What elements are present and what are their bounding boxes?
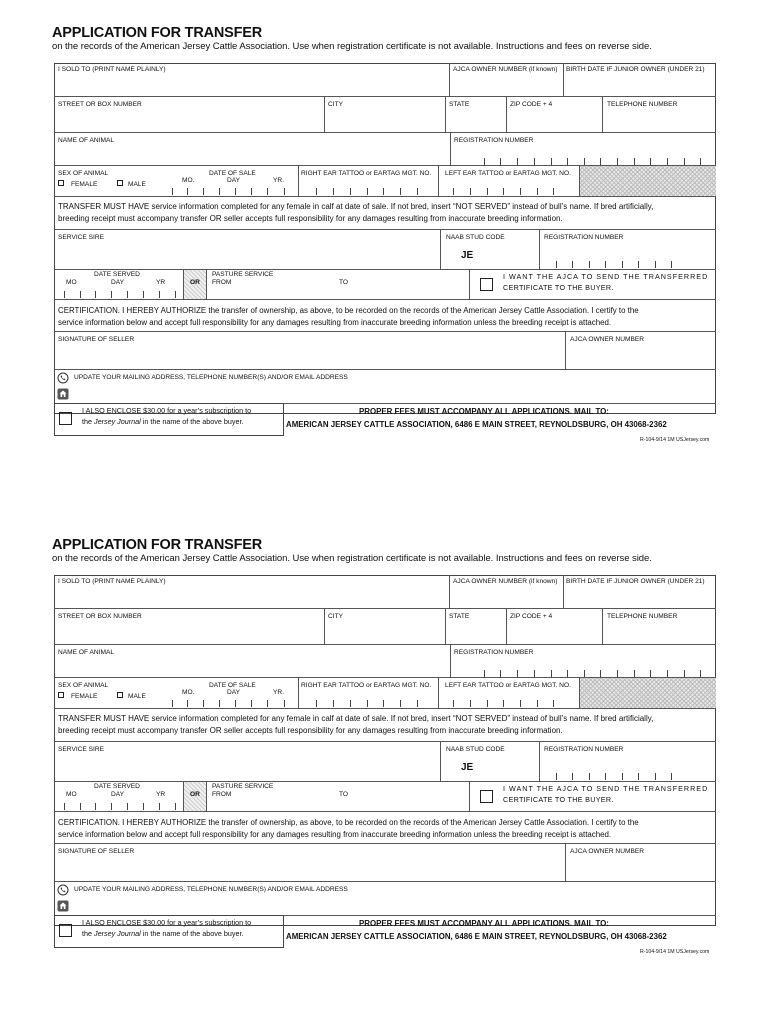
sale-day-label: DAY xyxy=(227,177,241,184)
entry-tick-mark xyxy=(520,188,521,195)
mailing-address: AMERICAN JERSEY CATTLE ASSOCIATION, 6486 E MAIN STREET, REYNOLDSBURG, OH 43068-2362 xyxy=(286,932,667,941)
transfer-line-2: breeding receipt must accompany transfer OR seller accepts full responsibility for any damages resulting from inaccurate breeding information. xyxy=(58,725,563,735)
entry-tick-mark xyxy=(111,803,112,810)
city-label: CITY xyxy=(328,101,344,108)
entry-tick-mark xyxy=(267,188,268,195)
entry-tick-mark xyxy=(534,158,535,165)
entry-tick-mark xyxy=(589,261,590,268)
naab-stud-code-label: NAAB STUD CODE xyxy=(446,746,505,753)
state-label: STATE xyxy=(449,101,470,108)
entry-tick-mark xyxy=(650,670,651,677)
entry-tick-mark xyxy=(284,188,285,195)
entry-tick-mark xyxy=(553,700,554,707)
form-title: APPLICATION FOR TRANSFER xyxy=(52,25,263,41)
entry-tick-mark xyxy=(634,158,635,165)
entry-tick-mark xyxy=(622,773,623,780)
date-of-sale-label: DATE OF SALE xyxy=(209,682,256,689)
entry-tick-mark xyxy=(537,700,538,707)
entry-tick-mark xyxy=(453,700,454,707)
entry-tick-mark xyxy=(383,188,384,195)
date-of-sale-label: DATE OF SALE xyxy=(209,170,256,177)
je-prefix: JE xyxy=(461,762,474,773)
entry-tick-mark xyxy=(453,188,454,195)
entry-tick-mark xyxy=(500,670,501,677)
service-registration-number-label: REGISTRATION NUMBER xyxy=(544,746,624,753)
entry-tick-mark xyxy=(172,700,173,707)
office-use-shaded-area xyxy=(580,678,716,708)
subscription-line-1: I ALSO ENCLOSE $30.00 for a year’s subscription to xyxy=(82,918,252,927)
entry-tick-mark xyxy=(333,700,334,707)
entry-tick-mark xyxy=(551,670,552,677)
form-number-footer: R-104-9/14 1M USJersey.com xyxy=(640,437,710,443)
entry-tick-mark xyxy=(203,188,204,195)
entry-tick-mark xyxy=(503,188,504,195)
or-label: OR xyxy=(190,279,200,286)
sale-mo-label: MO. xyxy=(182,689,195,696)
ajca-owner-number-known-label: AJCA OWNER NUMBER (if known) xyxy=(453,578,558,585)
entry-tick-mark xyxy=(367,700,368,707)
transfer-line-1: TRANSFER MUST HAVE service information completed for any female in calf at date of sale. If not bred, insert “NOT SERVED” instead of bull’s name. If bred artificially, xyxy=(58,202,654,211)
entry-tick-mark xyxy=(638,261,639,268)
entry-tick-mark xyxy=(235,700,236,707)
transfer-form xyxy=(52,537,716,1024)
entry-tick-mark xyxy=(95,803,96,810)
entry-tick-mark xyxy=(589,773,590,780)
sold-to-label: I SOLD TO (PRINT NAME PLAINLY) xyxy=(58,66,166,73)
entry-tick-mark xyxy=(487,188,488,195)
jersey-journal-title: Jersey Journal xyxy=(94,928,141,938)
entry-tick-mark xyxy=(251,700,252,707)
served-mo-label: MO xyxy=(66,791,77,798)
date-served-field[interactable] xyxy=(54,781,179,811)
entry-tick-mark xyxy=(600,670,601,677)
send-certificate-line-2: CERTIFICATE TO THE BUYER. xyxy=(503,282,614,292)
entry-tick-mark xyxy=(284,700,285,707)
entry-tick-mark xyxy=(95,291,96,298)
fees-notice: PROPER FEES MUST ACCOMPANY ALL APPLICATIONS. MAIL TO: xyxy=(359,407,609,416)
entry-tick-mark xyxy=(350,188,351,195)
sale-yr-label: YR. xyxy=(273,177,284,184)
entry-tick-mark xyxy=(159,291,160,298)
zip-label: ZIP CODE + 4 xyxy=(510,101,553,108)
entry-tick-mark xyxy=(500,158,501,165)
entry-tick-mark xyxy=(80,291,81,298)
date-served-field[interactable] xyxy=(54,269,179,299)
birth-date-junior-label: BIRTH DATE IF JUNIOR OWNER (UNDER 21) xyxy=(566,66,705,73)
right-ear-label: RIGHT EAR TATTOO or EARTAG MGT. NO. xyxy=(301,682,432,689)
entry-tick-mark xyxy=(537,188,538,195)
sex-of-animal-label: SEX OF ANIMAL xyxy=(58,682,109,689)
pasture-to-label: TO xyxy=(339,279,349,286)
je-prefix: JE xyxy=(461,250,474,261)
subscription-box xyxy=(54,403,284,436)
served-day-label: DAY xyxy=(111,791,125,798)
entry-tick-mark xyxy=(219,700,220,707)
male-label: MALE xyxy=(128,693,146,700)
entry-tick-mark xyxy=(553,188,554,195)
entry-tick-mark xyxy=(187,700,188,707)
entry-tick-mark xyxy=(517,158,518,165)
entry-tick-mark xyxy=(605,261,606,268)
transfer-line-1: TRANSFER MUST HAVE service information completed for any female in calf at date of sale. If not bred, insert “NOT SERVED” instead of bull’s name. If bred artificially, xyxy=(58,714,654,723)
entry-tick-mark xyxy=(367,188,368,195)
sale-mo-label: MO. xyxy=(182,177,195,184)
service-sire-field[interactable] xyxy=(54,229,439,269)
entry-tick-mark xyxy=(172,188,173,195)
ajca-owner-number-label: AJCA OWNER NUMBER xyxy=(570,848,645,855)
entry-tick-mark xyxy=(484,158,485,165)
entry-tick-mark xyxy=(567,670,568,677)
male-label: MALE xyxy=(128,181,146,188)
left-ear-label: LEFT EAR TATTOO or EARTAG MGT. NO. xyxy=(445,682,571,689)
street-label: STREET OR BOX NUMBER xyxy=(58,101,142,108)
sale-yr-label: YR. xyxy=(273,689,284,696)
entry-tick-mark xyxy=(143,803,144,810)
office-use-shaded-area xyxy=(580,166,716,196)
entry-tick-mark xyxy=(111,291,112,298)
entry-tick-mark xyxy=(684,670,685,677)
entry-tick-mark xyxy=(187,188,188,195)
state-label: STATE xyxy=(449,613,470,620)
pasture-from-label: FROM xyxy=(212,791,232,798)
registration-number-label: REGISTRATION NUMBER xyxy=(454,137,534,144)
signature-of-seller-label: SIGNATURE OF SELLER xyxy=(58,336,135,343)
female-checkbox[interactable] xyxy=(58,692,64,698)
telephone-label: TELEPHONE NUMBER xyxy=(607,613,678,620)
entry-tick-mark xyxy=(316,700,317,707)
service-sire-label: SERVICE SIRE xyxy=(58,234,105,241)
entry-tick-mark xyxy=(80,803,81,810)
entry-tick-mark xyxy=(671,261,672,268)
entry-tick-mark xyxy=(400,700,401,707)
send-certificate-to-buyer-checkbox[interactable] xyxy=(480,790,493,803)
certification-line-2: service information below and accept full responsibility for any damages resulting from inaccurate breeding information unless the breeding receipt is attached. xyxy=(58,317,612,327)
certification-line-2: service information below and accept full responsibility for any damages resulting from inaccurate breeding information unless the breeding receipt is attached. xyxy=(58,829,612,839)
update-address-label: UPDATE YOUR MAILING ADDRESS, TELEPHONE NUMBER(S) AND/OR EMAIL ADDRESS xyxy=(74,886,348,893)
entry-tick-mark xyxy=(487,700,488,707)
entry-tick-mark xyxy=(667,670,668,677)
entry-tick-mark xyxy=(203,700,204,707)
name-of-animal-label: NAME OF ANIMAL xyxy=(58,649,115,656)
entry-tick-mark xyxy=(350,700,351,707)
jersey-journal-title: Jersey Journal xyxy=(94,416,141,426)
entry-tick-mark xyxy=(417,700,418,707)
entry-tick-mark xyxy=(251,188,252,195)
entry-tick-mark xyxy=(503,700,504,707)
ajca-owner-number-label: AJCA OWNER NUMBER xyxy=(570,336,645,343)
right-ear-label: RIGHT EAR TATTOO or EARTAG MGT. NO. xyxy=(301,170,432,177)
subscription-line-2: the Jersey Journal in the name of the above buyer. xyxy=(82,416,244,426)
entry-tick-mark xyxy=(567,158,568,165)
entry-tick-mark xyxy=(484,670,485,677)
pasture-to-label: TO xyxy=(339,791,349,798)
street-label: STREET OR BOX NUMBER xyxy=(58,613,142,620)
update-address-label: UPDATE YOUR MAILING ADDRESS, TELEPHONE NUMBER(S) AND/OR EMAIL ADDRESS xyxy=(74,374,348,381)
entry-tick-mark xyxy=(127,803,128,810)
naab-stud-code-label: NAAB STUD CODE xyxy=(446,234,505,241)
date-served-label: DATE SERVED xyxy=(94,271,140,278)
form-title: APPLICATION FOR TRANSFER xyxy=(52,537,263,553)
entry-tick-mark xyxy=(584,670,585,677)
registration-number-label: REGISTRATION NUMBER xyxy=(454,649,534,656)
entry-tick-mark xyxy=(417,188,418,195)
entry-tick-mark xyxy=(638,773,639,780)
city-label: CITY xyxy=(328,613,344,620)
service-sire-field[interactable] xyxy=(54,741,439,781)
entry-tick-mark xyxy=(159,803,160,810)
entry-tick-mark xyxy=(64,291,65,298)
subscription-line-1: I ALSO ENCLOSE $30.00 for a year’s subscription to xyxy=(82,406,252,415)
date-of-sale-field[interactable] xyxy=(162,677,302,708)
form-subtitle: on the records of the American Jersey Cattle Association. Use when registration certificate is not available. Instructions and fees on reverse side. xyxy=(52,553,652,564)
entry-tick-mark xyxy=(64,803,65,810)
entry-tick-mark xyxy=(400,188,401,195)
pasture-service-label: PASTURE SERVICE xyxy=(212,783,274,790)
fees-notice: PROPER FEES MUST ACCOMPANY ALL APPLICATIONS. MAIL TO: xyxy=(359,919,609,928)
entry-tick-mark xyxy=(572,773,573,780)
entry-tick-mark xyxy=(517,670,518,677)
male-checkbox[interactable] xyxy=(117,692,123,698)
entry-tick-mark xyxy=(219,188,220,195)
entry-tick-mark xyxy=(333,188,334,195)
entry-tick-mark xyxy=(622,261,623,268)
sold-to-label: I SOLD TO (PRINT NAME PLAINLY) xyxy=(58,578,166,585)
form-number-footer: R-104-9/14 1M USJersey.com xyxy=(640,949,710,955)
send-certificate-line-1: I WANT THE AJCA TO SEND THE TRANSFERRED xyxy=(503,272,709,281)
telephone-label: TELEPHONE NUMBER xyxy=(607,101,678,108)
service-registration-number-label: REGISTRATION NUMBER xyxy=(544,234,624,241)
entry-tick-mark xyxy=(143,291,144,298)
entry-tick-mark xyxy=(655,261,656,268)
served-day-label: DAY xyxy=(111,279,125,286)
sale-day-label: DAY xyxy=(227,689,241,696)
entry-tick-mark xyxy=(605,773,606,780)
pasture-service-label: PASTURE SERVICE xyxy=(212,271,274,278)
signature-of-seller-label: SIGNATURE OF SELLER xyxy=(58,848,135,855)
entry-tick-mark xyxy=(470,188,471,195)
entry-tick-mark xyxy=(700,670,701,677)
female-label: FEMALE xyxy=(71,693,98,700)
entry-tick-mark xyxy=(671,773,672,780)
entry-tick-mark xyxy=(470,700,471,707)
served-yr-label: YR xyxy=(156,279,166,286)
entry-tick-mark xyxy=(534,670,535,677)
entry-tick-mark xyxy=(520,700,521,707)
entry-tick-mark xyxy=(700,158,701,165)
entry-tick-mark xyxy=(235,188,236,195)
entry-tick-mark xyxy=(617,670,618,677)
date-of-sale-field[interactable] xyxy=(162,165,302,196)
entry-tick-mark xyxy=(175,803,176,810)
served-mo-label: MO xyxy=(66,279,77,286)
entry-tick-mark xyxy=(267,700,268,707)
entry-tick-mark xyxy=(655,773,656,780)
entry-tick-mark xyxy=(556,261,557,268)
served-yr-label: YR xyxy=(156,791,166,798)
ajca-owner-number-known-label: AJCA OWNER NUMBER (if known) xyxy=(453,66,558,73)
entry-tick-mark xyxy=(551,158,552,165)
female-label: FEMALE xyxy=(71,181,98,188)
entry-tick-mark xyxy=(383,700,384,707)
entry-tick-mark xyxy=(316,188,317,195)
entry-tick-mark xyxy=(667,158,668,165)
entry-tick-mark xyxy=(634,670,635,677)
entry-tick-mark xyxy=(127,291,128,298)
sex-of-animal-label: SEX OF ANIMAL xyxy=(58,170,109,177)
entry-tick-mark xyxy=(600,158,601,165)
zip-label: ZIP CODE + 4 xyxy=(510,613,553,620)
certification-line-1: CERTIFICATION. I HEREBY AUTHORIZE the transfer of ownership, as above, to be recorded on the records of the American Jersey Cattle Association. I certify to the xyxy=(58,818,639,827)
transfer-form xyxy=(52,25,716,513)
entry-tick-mark xyxy=(650,158,651,165)
subscription-box xyxy=(54,915,284,948)
transfer-line-2: breeding receipt must accompany transfer OR seller accepts full responsibility for any damages resulting from inaccurate breeding information. xyxy=(58,213,563,223)
entry-tick-mark xyxy=(584,158,585,165)
date-served-label: DATE SERVED xyxy=(94,783,140,790)
certification-line-1: CERTIFICATION. I HEREBY AUTHORIZE the transfer of ownership, as above, to be recorded on the records of the American Jersey Cattle Association. I certify to the xyxy=(58,306,639,315)
male-checkbox[interactable] xyxy=(117,180,123,186)
entry-tick-mark xyxy=(617,158,618,165)
entry-tick-mark xyxy=(572,261,573,268)
mailing-address: AMERICAN JERSEY CATTLE ASSOCIATION, 6486 E MAIN STREET, REYNOLDSBURG, OH 43068-2362 xyxy=(286,420,667,429)
service-sire-label: SERVICE SIRE xyxy=(58,746,105,753)
entry-tick-mark xyxy=(684,158,685,165)
name-of-animal-label: NAME OF ANIMAL xyxy=(58,137,115,144)
send-certificate-line-2: CERTIFICATE TO THE BUYER. xyxy=(503,794,614,804)
female-checkbox[interactable] xyxy=(58,180,64,186)
birth-date-junior-label: BIRTH DATE IF JUNIOR OWNER (UNDER 21) xyxy=(566,578,705,585)
subscription-line-2: the Jersey Journal in the name of the above buyer. xyxy=(82,928,244,938)
send-certificate-line-1: I WANT THE AJCA TO SEND THE TRANSFERRED xyxy=(503,784,709,793)
pasture-from-label: FROM xyxy=(212,279,232,286)
entry-tick-mark xyxy=(175,291,176,298)
form-subtitle: on the records of the American Jersey Cattle Association. Use when registration certificate is not available. Instructions and fees on reverse side. xyxy=(52,41,652,52)
left-ear-label: LEFT EAR TATTOO or EARTAG MGT. NO. xyxy=(445,170,571,177)
entry-tick-mark xyxy=(556,773,557,780)
or-label: OR xyxy=(190,791,200,798)
send-certificate-to-buyer-checkbox[interactable] xyxy=(480,278,493,291)
